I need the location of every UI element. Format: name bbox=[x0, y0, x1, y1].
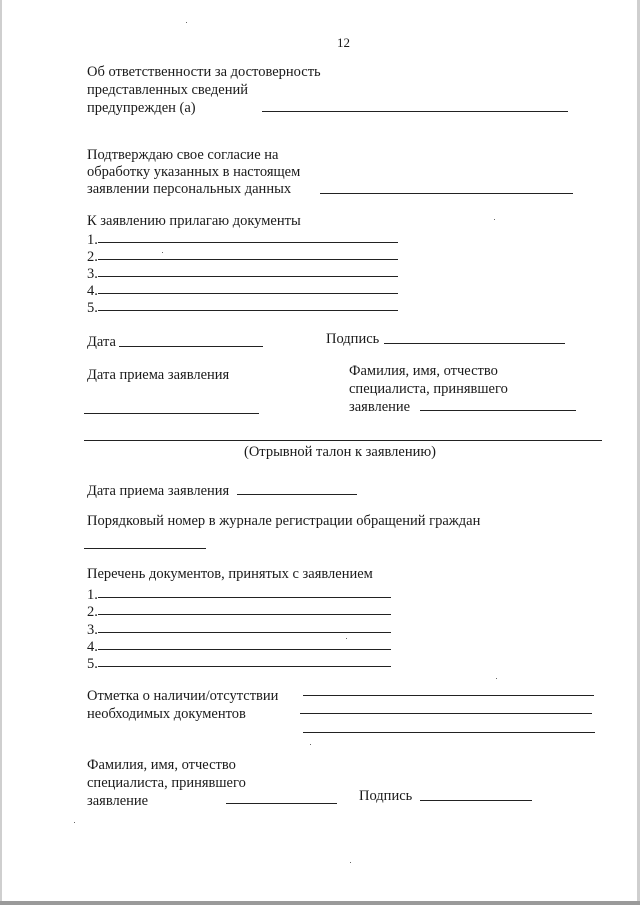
responsibility-line-3: предупрежден (а) bbox=[87, 100, 196, 116]
stub-receipt-date-label: Дата приема заявления bbox=[87, 483, 230, 499]
scan-left-edge bbox=[0, 0, 2, 905]
attachment-line-1[interactable] bbox=[98, 242, 398, 243]
specialist-line-1: Фамилия, имя, отчество bbox=[349, 363, 498, 379]
attachment-item-1: 1. bbox=[87, 232, 98, 248]
stub-specialist-line-3: заявление bbox=[87, 793, 149, 809]
attachment-item-5: 5. bbox=[87, 300, 98, 316]
date-label: Дата bbox=[87, 334, 116, 350]
consent-signature-line[interactable] bbox=[320, 193, 573, 194]
responsibility-line-2: представленных сведений bbox=[87, 82, 249, 98]
stub-specialist-line-2: специалиста, принявшего bbox=[87, 775, 246, 791]
consent-line-3: заявлении персональных данных bbox=[87, 181, 292, 197]
stub-item-3: 3. bbox=[87, 622, 98, 638]
stub-registration-line[interactable] bbox=[84, 548, 206, 549]
scan-speck bbox=[162, 252, 163, 253]
signature-line[interactable] bbox=[384, 343, 565, 344]
specialist-line-2: специалиста, принявшего bbox=[349, 381, 508, 397]
stub-item-2: 2. bbox=[87, 604, 98, 620]
tear-off-separator bbox=[84, 440, 602, 441]
stub-signature-label: Подпись bbox=[359, 788, 413, 804]
stub-registration-label: Порядковый номер в журнале регистрации обращений граждан bbox=[87, 513, 481, 529]
stub-item-4: 4. bbox=[87, 639, 98, 655]
stub-specialist-line[interactable] bbox=[226, 803, 337, 804]
attachment-line-4[interactable] bbox=[98, 293, 398, 294]
scan-speck bbox=[346, 638, 347, 639]
scan-bottom-edge bbox=[0, 901, 640, 905]
specialist-line-3: заявление bbox=[349, 399, 411, 415]
stub-item-line-3[interactable] bbox=[98, 632, 391, 633]
stub-mark-line-a[interactable] bbox=[303, 695, 594, 696]
attachment-item-3: 3. bbox=[87, 266, 98, 282]
responsibility-line-1: Об ответственности за достоверность bbox=[87, 64, 321, 80]
stub-item-1: 1. bbox=[87, 587, 98, 603]
stub-item-line-4[interactable] bbox=[98, 649, 391, 650]
attachment-line-2[interactable] bbox=[98, 259, 398, 260]
stub-specialist-line-1: Фамилия, имя, отчество bbox=[87, 757, 236, 773]
consent-line-1: Подтверждаю свое согласие на bbox=[87, 147, 279, 163]
scan-speck bbox=[494, 219, 495, 220]
receipt-date-label: Дата приема заявления bbox=[87, 367, 230, 383]
specialist-signature-line[interactable] bbox=[420, 410, 576, 411]
signature-label: Подпись bbox=[326, 331, 380, 347]
page-number: 12 bbox=[337, 35, 350, 50]
stub-mark-line-2: необходимых документов bbox=[87, 706, 246, 722]
scan-speck bbox=[496, 678, 497, 679]
attachment-line-3[interactable] bbox=[98, 276, 398, 277]
scan-speck bbox=[310, 744, 311, 745]
stub-documents-heading: Перечень документов, принятых с заявлением bbox=[87, 566, 373, 582]
consent-line-2: обработку указанных в настоящем bbox=[87, 164, 301, 180]
stub-receipt-date-line[interactable] bbox=[237, 494, 357, 495]
attachment-item-2: 2. bbox=[87, 249, 98, 265]
stub-mark-line-c[interactable] bbox=[303, 732, 595, 733]
scan-speck bbox=[74, 822, 75, 823]
scan-speck bbox=[186, 22, 187, 23]
stub-mark-line-b[interactable] bbox=[300, 713, 592, 714]
receipt-date-line[interactable] bbox=[84, 413, 259, 414]
stub-item-line-1[interactable] bbox=[98, 597, 391, 598]
scan-speck bbox=[350, 862, 351, 863]
attachment-item-4: 4. bbox=[87, 283, 98, 299]
attachments-heading: К заявлению прилагаю документы bbox=[87, 213, 301, 229]
stub-item-line-2[interactable] bbox=[98, 614, 391, 615]
stub-signature-line[interactable] bbox=[420, 800, 532, 801]
stub-item-5: 5. bbox=[87, 656, 98, 672]
responsibility-signature-line[interactable] bbox=[262, 111, 568, 112]
tear-off-title: (Отрывной талон к заявлению) bbox=[244, 444, 437, 460]
stub-mark-line-1: Отметка о наличии/отсутствии bbox=[87, 688, 279, 704]
attachment-line-5[interactable] bbox=[98, 310, 398, 311]
stub-item-line-5[interactable] bbox=[98, 666, 391, 667]
date-line[interactable] bbox=[119, 346, 263, 347]
